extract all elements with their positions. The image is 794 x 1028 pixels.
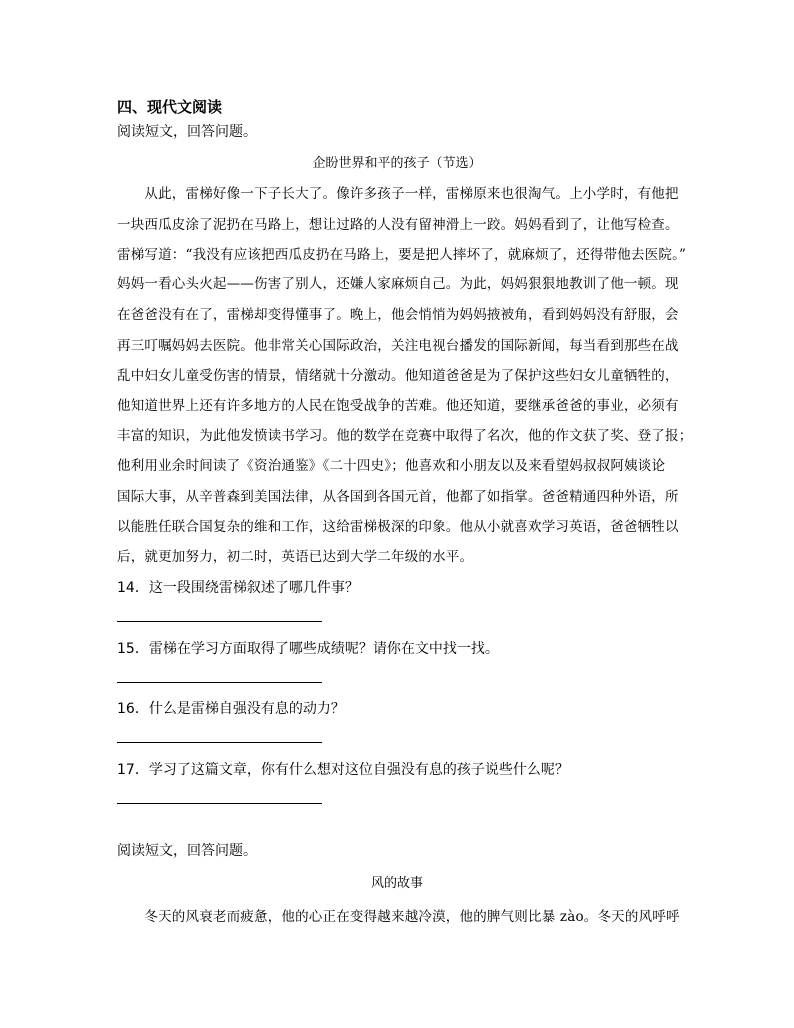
- passage-line: 他知道世界上还有许多地方的人民在饱受战争的苦难。他还知道，要继承爸爸的事业，必须有: [117, 398, 679, 414]
- passage-line: 他利用业余时间读了《资治通鉴》《二十四史》；他喜欢和小朋友以及来看望妈叔叔阿姨谈论: [117, 458, 666, 474]
- passage-line: 冬天的风衰老而疲惫，他的心正在变得越来越冷漠，他的脾气则比暴 zào。冬天的风呼呼: [117, 909, 680, 925]
- passage-line: 以能胜任联合国复杂的维和工作，这给雷梯极深的印象。他从小就喜欢学习英语，爸爸牺牲以: [117, 519, 679, 535]
- question-15: 15．雷梯在学习方面取得了哪些成绩呢？请你在文中找一找。: [117, 641, 499, 657]
- answer-blank[interactable]: [117, 803, 322, 804]
- question-14: 14．这一段围绕雷梯叙述了哪几件事？: [117, 580, 359, 596]
- answer-blank[interactable]: [117, 742, 322, 743]
- question-16: 16．什么是雷梯自强没有息的动力？: [117, 701, 345, 717]
- answer-blank[interactable]: [117, 621, 322, 622]
- instruction-text: 阅读短文，回答问题。: [117, 124, 257, 140]
- passage-line: 国际大事，从辛普森到美国法律，从各国到各国元首，他都了如指掌。爸爸精通四种外语，所: [117, 489, 679, 505]
- passage-title: 风的故事: [370, 876, 423, 891]
- passage-title: 企盼世界和平的孩子（节选）: [312, 156, 482, 171]
- passage-line: 从此，雷梯好像一下子长大了。像许多孩子一样，雷梯原来也很淘气。上小学时，有他把: [117, 186, 679, 202]
- passage-line: 雷梯写道：“我没有应该把西瓜皮扔在马路上，要是把人摔坏了，就麻烦了，还得带他去医院。”: [117, 247, 687, 263]
- section-title: 四、现代文阅读: [117, 98, 223, 116]
- instruction-text: 阅读短文，回答问题。: [117, 843, 257, 859]
- passage-line: 妈妈一看心头火起——伤害了别人，还嫌人家麻烦自己。为此，妈妈狠狠地教训了他一顿。现: [117, 276, 679, 292]
- question-17: 17．学习了这篇文章，你有什么想对这位自强没有息的孩子说些什么呢？: [117, 762, 569, 778]
- passage-line: 再三叮嘱妈妈去医院。他非常关心国际政治，关注电视台播发的国际新闻，每当看到那些在战: [117, 338, 679, 354]
- answer-blank[interactable]: [117, 682, 322, 683]
- passage-line: 后，就更加努力，初二时，英语已达到大学二年级的水平。: [117, 549, 474, 565]
- passage-line: 乱中妇女儿童受伤害的情景，情绪就十分激动。他知道爸爸是为了保护这些妇女儿童牺牲的，: [117, 368, 679, 384]
- passage-line: 丰富的知识，为此他发愤读书学习。他的数学在竞赛中取得了名次，他的作文获了奖、登了报；: [117, 428, 693, 444]
- passage-line: 一块西瓜皮涂了泥扔在马路上，想让过路的人没有留神滑上一跤。妈妈看到了，让他写检查。: [117, 217, 679, 233]
- passage-line: 在爸爸没有在了，雷梯却变得懂事了。晚上，他会悄悄为妈妈掖被角，看到妈妈没有舒服，会: [117, 307, 679, 323]
